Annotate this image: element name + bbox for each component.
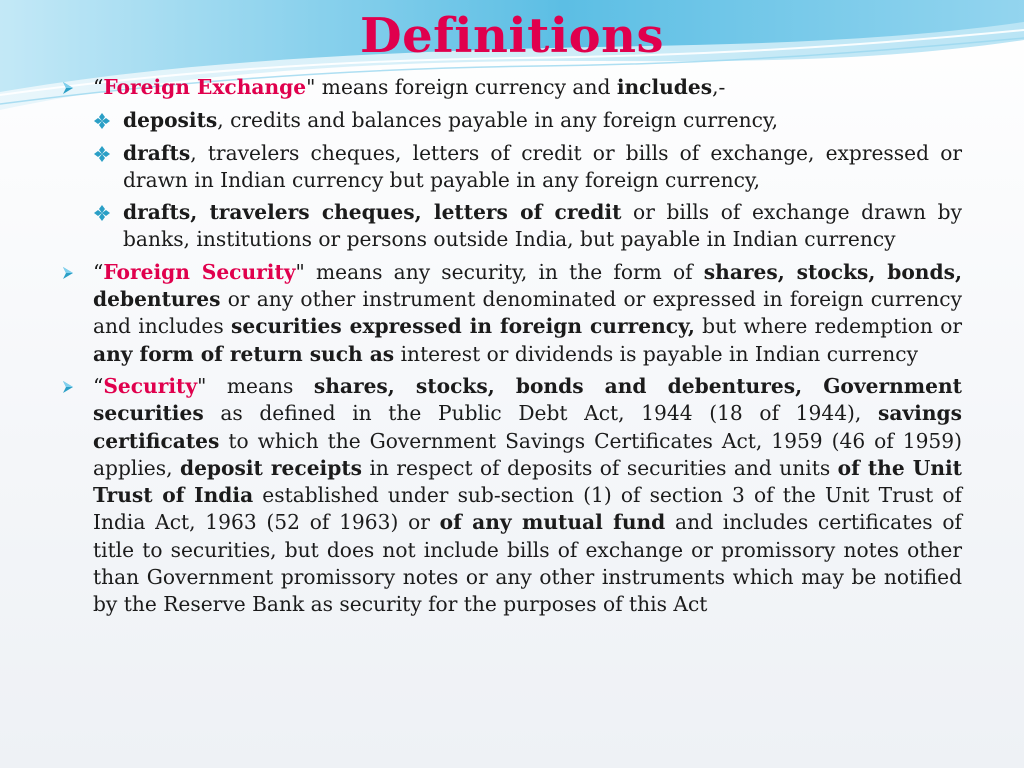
list-item: drafts, travelers cheques, letters of credit or bills of exchange drawn by banks, institutions or persons outside India, but payable in Indian currency [93, 199, 962, 254]
diamond-bullet-icon [93, 204, 111, 222]
definitions-list [60, 74, 962, 619]
definition-security: “Security" means shares, stocks, bonds and debentures, Government securities as defined in the Public Debt Act, 1944 (18 of 1944), savings certificates to which the Government Savings Certificates Act, 1959 (46 of 1959) applies, deposit receipts in respect of deposits of securities and units of the Unit Trust of India established under sub-section (1) of section 3 of the Unit Trust of India Act, 1963 (52 of 1963) or of any mutual fund and includes certificates of title to securities, but does not include bills of exchange or promissory notes other than Government promissory notes or any other instruments which may be notified by the Reserve Bank as security for the purposes of this Act [60, 373, 962, 619]
list-item: drafts, travelers cheques, letters of credit or bills of exchange, expressed or drawn in Indian currency but payable in any foreign currency, [93, 140, 962, 195]
list-item: deposits, credits and balances payable in any foreign currency, [93, 107, 962, 134]
diamond-bullet-icon [93, 145, 111, 163]
foreign-exchange-sublist [93, 107, 962, 253]
definition-foreign-exchange: “Foreign Exchange" means foreign currency and includes,- deposits, credits and balances payable in any foreign currency, drafts, travelers cheques, letters of credit or bills of exchange, expressed or drawn in Indian currency but payable in any foreign currency, drafts, travelers cheques, letters of credit or bills of exchange drawn by banks, institutions or persons outside India, but payable in Indian currency [60, 74, 962, 254]
arrow-bullet-icon [60, 80, 76, 96]
arrow-bullet-icon [60, 265, 76, 281]
term-security: Security [103, 373, 198, 398]
definition-foreign-security: “Foreign Security" means any security, in the form of shares, stocks, bonds, debentures or any other instrument denominated or expressed in foreign currency and includes securities expressed in foreign currency, but where redemption or any form of return such as interest or dividends is payable in Indian currency [60, 259, 962, 368]
term-foreign-security: Foreign Security [103, 259, 296, 284]
arrow-bullet-icon [60, 379, 76, 395]
term-foreign-exchange: Foreign Exchange [103, 75, 307, 99]
diamond-bullet-icon [93, 112, 111, 130]
page-title: Definitions [359, 8, 665, 64]
